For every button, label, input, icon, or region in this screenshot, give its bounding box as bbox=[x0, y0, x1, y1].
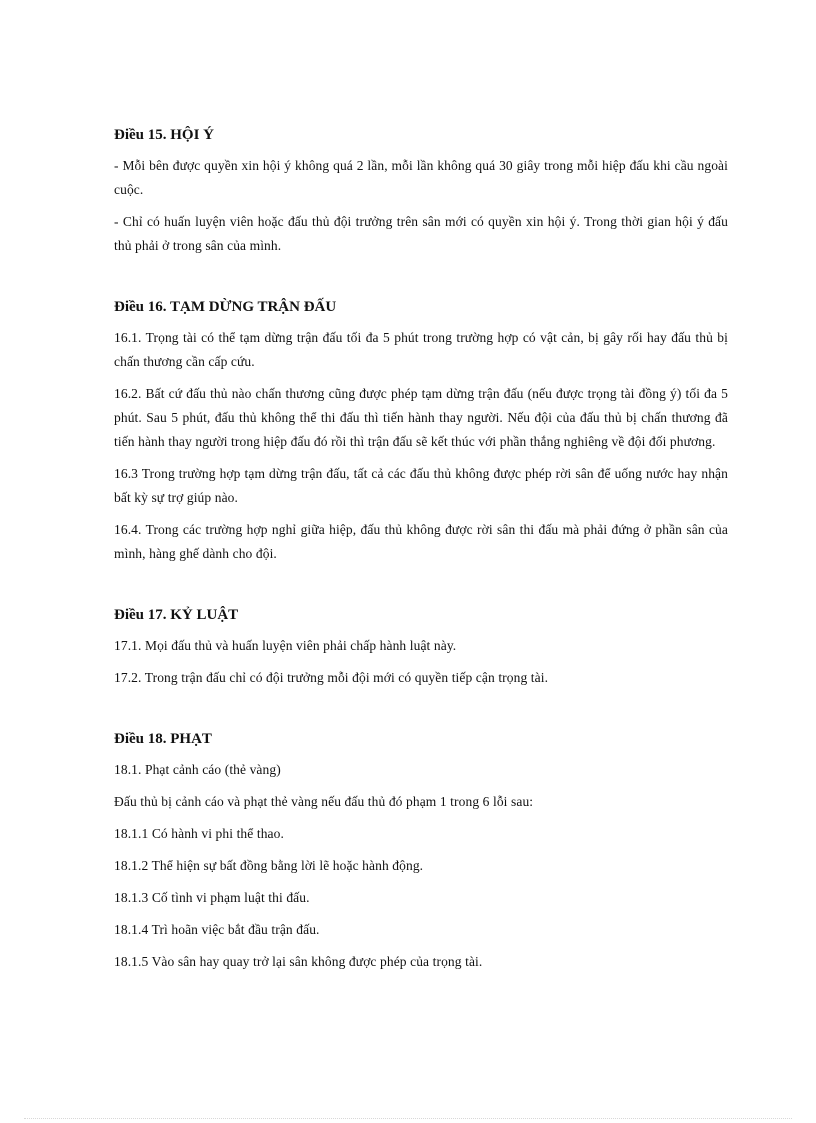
section-heading: Điều 18. PHẠT bbox=[114, 731, 212, 747]
paragraph: 16.1. Trọng tài có thể tạm dừng trận đấu tối đa 5 phút trong trường hợp có vật cản, bị gây rối hay đấu thủ bị chấn thương cần cấp cứu. bbox=[114, 330, 728, 369]
paragraph: 17.1. Mọi đấu thủ và huấn luyện viên phải chấp hành luật này. bbox=[114, 638, 457, 653]
document-page bbox=[114, 126, 728, 982]
paragraph: 18.1. Phạt cảnh cáo (thẻ vàng) bbox=[114, 762, 281, 777]
paragraph: Đấu thủ bị cảnh cáo và phạt thẻ vàng nếu đấu thủ đó phạm 1 trong 6 lỗi sau: bbox=[114, 794, 534, 809]
paragraph: 18.1.2 Thể hiện sự bất đồng bằng lời lẽ hoặc hành động. bbox=[114, 858, 424, 873]
paragraph: 18.1.4 Trì hoãn việc bắt đầu trận đấu. bbox=[114, 922, 320, 937]
paragraph: 18.1.3 Cố tình vi phạm luật thi đấu. bbox=[114, 890, 310, 905]
paragraph: - Mỗi bên được quyền xin hội ý không quá 2 lần, mỗi lần không quá 30 giây trong mỗi hiệp đấu khi cầu ngoài cuộc. bbox=[114, 158, 728, 197]
section-spacer bbox=[114, 266, 728, 298]
section-heading: Điều 17. KỶ LUẬT bbox=[114, 607, 239, 623]
section-spacer bbox=[114, 698, 728, 730]
paragraph: - Chỉ có huấn luyện viên hoặc đấu thủ đội trưởng trên sân mới có quyền xin hội ý. Trong thời gian hội ý đấu thủ phải ở trong sân của mình. bbox=[114, 214, 728, 253]
paragraph: 16.3 Trong trường hợp tạm dừng trận đấu, tất cả các đấu thủ không được phép rời sân để uống nước hay nhận bất kỳ sự trợ giúp nào. bbox=[114, 466, 728, 505]
page-bottom-divider bbox=[24, 1118, 792, 1119]
section-spacer bbox=[114, 574, 728, 606]
section-heading: Điều 15. HỘI Ý bbox=[114, 127, 215, 143]
paragraph: 18.1.5 Vào sân hay quay trở lại sân không được phép của trọng tài. bbox=[114, 954, 483, 969]
paragraph: 18.1.1 Có hành vi phi thể thao. bbox=[114, 826, 284, 841]
paragraph: 16.2. Bất cứ đấu thủ nào chấn thương cũng được phép tạm dừng trận đấu (nếu được trọng tài đồng ý) tối đa 5 phút. Sau 5 phút, đấu thủ không thể thi đấu thì tiến hành thay người. Nếu đội của đấu thủ bị chấn thương đã tiến hành thay người trong hiệp đấu đó rồi thì trận đấu sẽ kết thúc với phần thắng nghiêng về đội đối phương. bbox=[114, 386, 728, 449]
section-heading: Điều 16. TẠM DỪNG TRẬN ĐẤU bbox=[114, 299, 337, 315]
paragraph: 16.4. Trong các trường hợp nghỉ giữa hiệp, đấu thủ không được rời sân thi đấu mà phải đứng ở phần sân của mình, hàng ghế dành cho đội. bbox=[114, 522, 728, 561]
paragraph: 17.2. Trong trận đấu chỉ có đội trưởng mỗi đội mới có quyền tiếp cận trọng tài. bbox=[114, 670, 549, 685]
section-dieu-17 bbox=[114, 606, 728, 690]
section-dieu-16 bbox=[114, 298, 728, 566]
section-dieu-15 bbox=[114, 126, 728, 258]
section-dieu-18 bbox=[114, 730, 728, 974]
